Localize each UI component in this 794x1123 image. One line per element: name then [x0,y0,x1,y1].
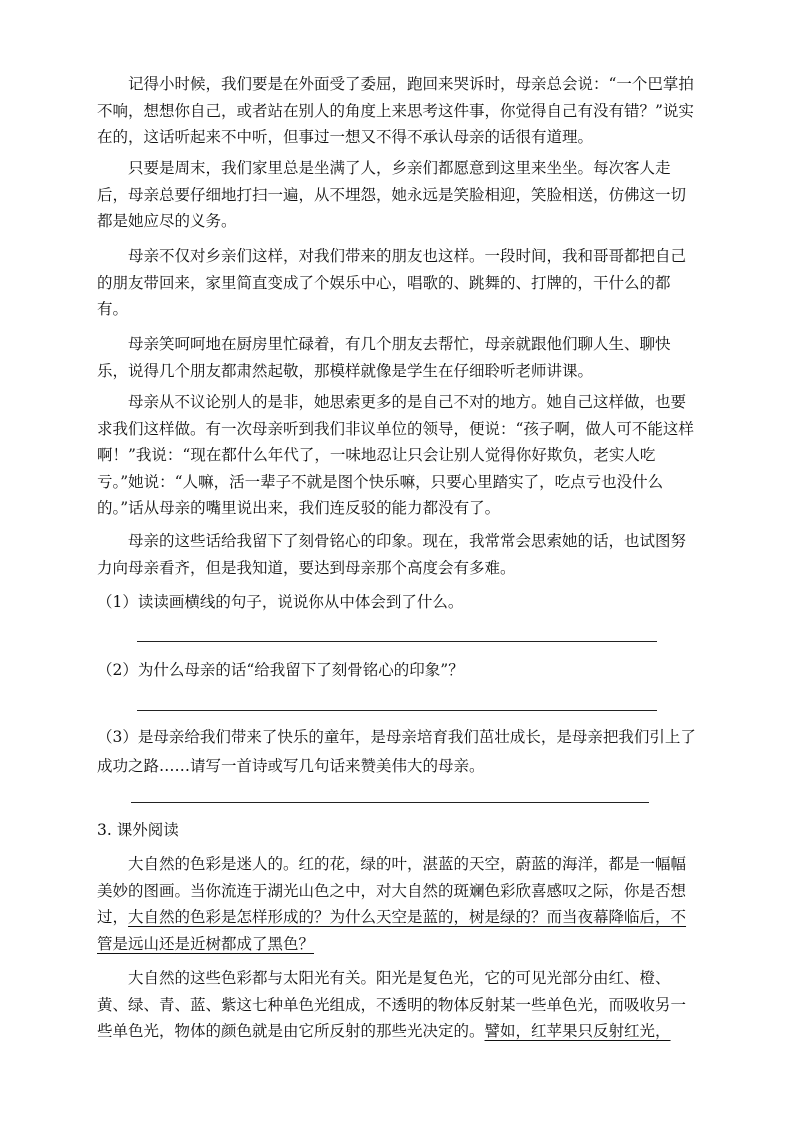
answer-line-3[interactable] [131,802,649,803]
answer-line-2[interactable] [137,710,657,711]
question-2: （2）为什么母亲的话“给我留下了刻骨铭心的印象”？ [97,661,464,679]
paragraph-4: 母亲笑呵呵地在厨房里忙碌着，有几个朋友去帮忙，母亲就跟他们聊人生、聊快乐，说得几个朋友都肃然起敬，那模样就像是学生在仔细聆听老师讲课。 [97,335,671,380]
paragraph-3: 母亲不仅对乡亲们这样，对我们带来的朋友也这样。一段时间，我和哥哥都把自己的朋友带回来，家里简直变成了个娱乐中心，唱歌的、跳舞的、打牌的，干什么的都有。 [97,247,687,318]
question-3: （3）是母亲给我们带来了快乐的童年，是母亲培育我们茁壮成长，是母亲把我们引上了成功之路……请写一首诗或写几句话来赞美伟大的母亲。 [97,728,696,775]
answer-line-1[interactable] [137,641,657,642]
section-title: 3. 课外阅读 [97,821,179,839]
reading-text: 大自然的色彩是迷人的。红的花，绿的叶，湛蓝的天空，蔚蓝的海洋，都是一幅幅美妙的图画。当你流连于湖光山色之中，对大自然的斑斓色彩欣喜感叹之际，你是否想过， [97,855,687,926]
paragraph-1: 记得小时候，我们要是在外面受了委屈，跑回来哭诉时，母亲总会说：“一个巴掌拍不响，想想你自己，或者站在别人的角度上来思考这件事，你觉得自己有没有错？”说实在的，这话听起来不中听，但事过一想又不得不承认母亲的话很有道理。 [97,75,694,146]
paragraph-6: 母亲的这些话给我留下了刻骨铭心的印象。现在，我常常会思索她的话，也试图努力向母亲看齐，但是我知道，要达到母亲那个高度会有多难。 [97,532,687,577]
paragraph-5: 母亲从不议论别人的是非，她思索更多的是自己不对的地方。她自己这样做，也要求我们这样做。有一次母亲听到我们非议单位的领导，便说：“孩子啊，做人可不能这样啊！”我说：“现在都什么年代了，一味地忍让只会让别人觉得你好欺负，老实人吃亏。”她说：“人嘛，活一辈子不就是图个快乐嘛，只要心里踏实了，吃点亏也没什么的。”话从母亲的嘴里说出来，我们连反驳的能力都没有了。 [97,393,694,517]
paragraph-2: 只要是周末，我们家里总是坐满了人，乡亲们都愿意到这里来坐坐。每次客人走后，母亲总要仔细地打扫一遍，从不埋怨，她永远是笑脸相迎，笑脸相送，仿佛这一切都是她应尽的义务。 [97,159,687,230]
reading-text: 大自然的这些色彩都与太阳光有关。阳光是复色光，它的可见光部分由红、橙、黄、绿、青、蓝、紫这七种单色光组成，不透明的物体反射某一些单色光，而吸收另一些单色光，物体的颜色就是由它所反射的那些光决定的。 [97,969,687,1040]
reading-paragraph-1 [97,851,695,957]
underlined-sentence: 譬如，红苹果只反射红光， [484,1022,671,1040]
question-1: （1）读读画横线的句子，说说你从中体会到了什么。 [97,593,464,611]
reading-paragraph-2 [97,965,695,1045]
underlined-sentence: 大自然的色彩是怎样形成的？为什么天空是蓝的，树是绿的？而当夜幕降临后，不管是远山还是近树都成了黑色？ [97,908,687,953]
